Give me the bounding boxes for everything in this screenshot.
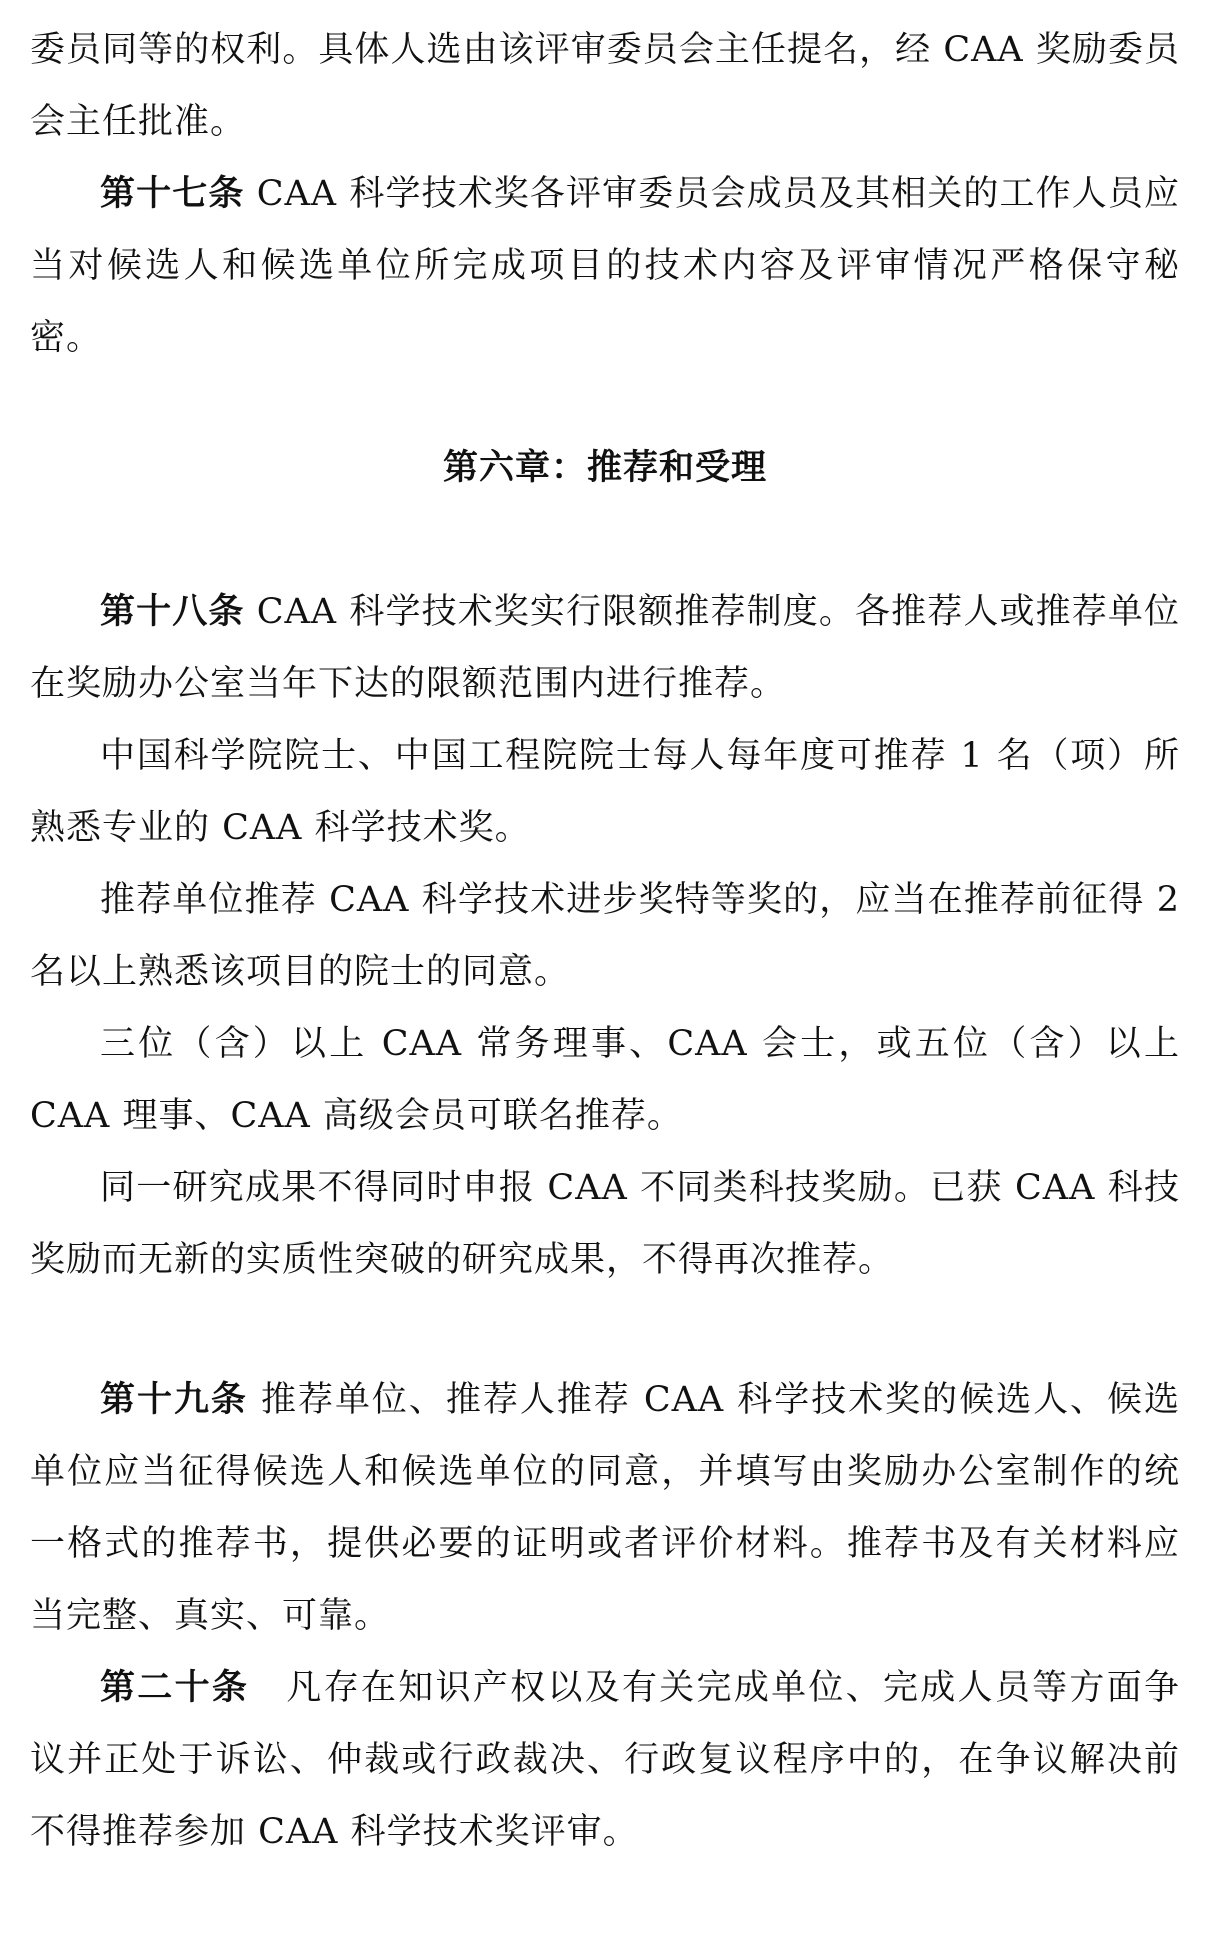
article-20-text: 凡存在知识产权以及有关完成单位、完成人员等方面争议并正处于诉讼、仲裁或行政裁决、行政复议程序中的，在争议解决前不得推荐参加 CAA 科学技术奖评审。 [30,1668,1180,1852]
document-page [30,14,1180,1868]
article-19-heading: 第十九条 [100,1379,248,1420]
article-18-heading: 第十八条 [100,591,245,632]
article-18 [30,576,1180,720]
article-18-paragraph-5: 同一研究成果不得同时申报 CAA 不同类科技奖励。已获 CAA 科技奖励而无新的实质性突破的研究成果，不得再次推荐。 [30,1168,1180,1280]
paragraph-text: 委员同等的权利。具体人选由该评审委员会主任提名，经 CAA 奖励委员会主任批准。 [30,30,1180,142]
article-18-paragraph-3: 推荐单位推荐 CAA 科学技术进步奖特等奖的，应当在推荐前征得 2 名以上熟悉该项目的院士的同意。 [30,880,1180,992]
article-18-text: CAA 科学技术奖实行限额推荐制度。各推荐人或推荐单位在奖励办公室当年下达的限额范围内进行推荐。 [30,592,1180,704]
article-20 [30,1652,1180,1868]
article-18-paragraph-4: 三位（含）以上 CAA 常务理事、CAA 会士，或五位（含）以上 CAA 理事、CAA 高级会员可联名推荐。 [30,1024,1180,1136]
article-17 [30,158,1180,374]
paragraph-continued [30,14,1180,158]
article-17-text: CAA 科学技术奖各评审委员会成员及其相关的工作人员应当对候选人和候选单位所完成项目的技术内容及评审情况严格保守秘密。 [30,174,1180,358]
article-18-paragraph-2: 中国科学院院士、中国工程院院士每人每年度可推荐 1 名（项）所熟悉专业的 CAA 科学技术奖。 [30,736,1180,848]
article-20-heading: 第二十条 [100,1667,250,1708]
article-19 [30,1364,1180,1652]
article-19-text: 推荐单位、推荐人推荐 CAA 科学技术奖的候选人、候选单位应当征得候选人和候选单位的同意，并填写由奖励办公室制作的统一格式的推荐书，提供必要的证明或者评价材料。推荐书及有关材料应当完整、真实、可靠。 [30,1380,1180,1636]
chapter-6-title: 第六章：推荐和受理 [442,447,767,488]
article-17-heading: 第十七条 [100,173,245,214]
